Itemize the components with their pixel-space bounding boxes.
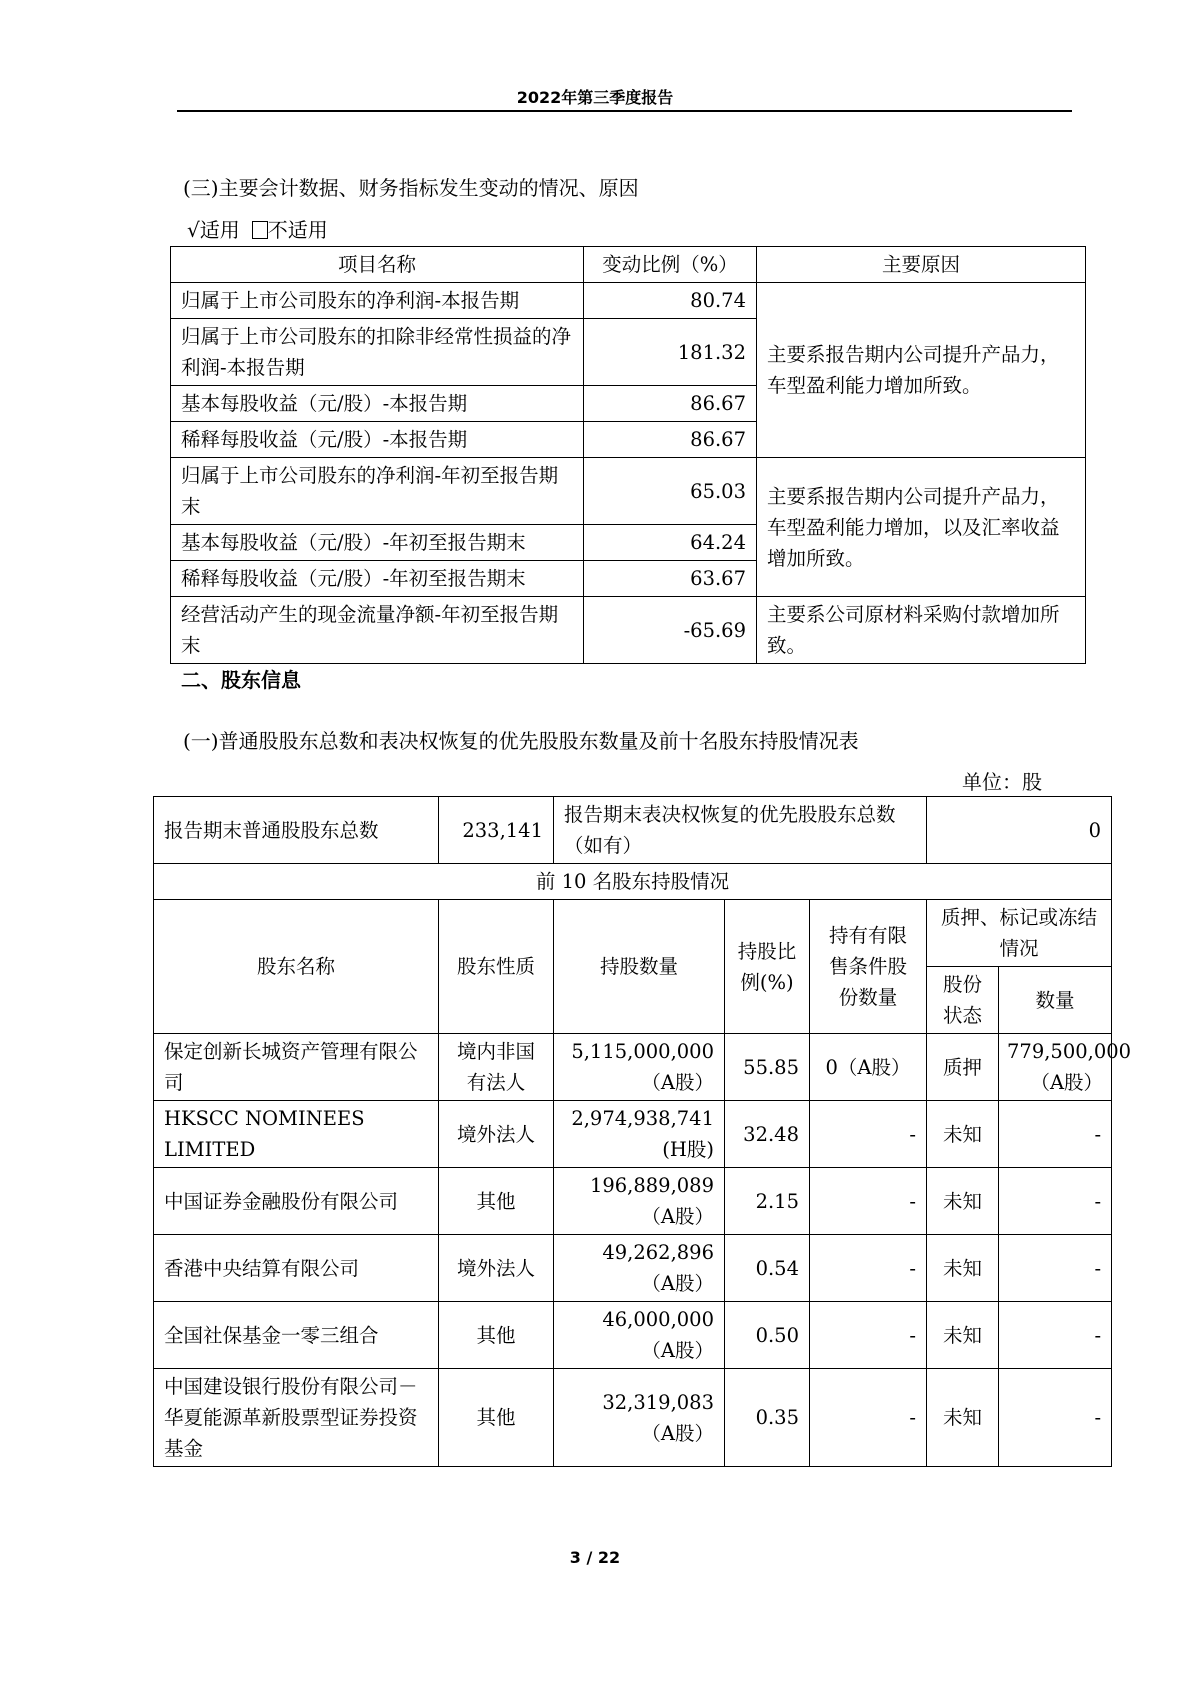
table-header-row bbox=[154, 900, 1112, 967]
table-row bbox=[154, 1168, 1112, 1235]
shares-held bbox=[554, 1101, 725, 1168]
change-ratio: 86.67 bbox=[584, 386, 757, 422]
holding-ratio: 55.85 bbox=[725, 1034, 810, 1101]
share-type: （A股） bbox=[641, 1272, 714, 1295]
share-type: （A股） bbox=[641, 1339, 714, 1362]
restricted-shares: 0（A股） bbox=[810, 1034, 927, 1101]
holding-ratio: 0.50 bbox=[725, 1302, 810, 1369]
shareholder-name: 保定创新长城资产管理有限公司 bbox=[154, 1034, 439, 1101]
shareholder-nature: 境外法人 bbox=[439, 1235, 554, 1302]
not-applicable-label: 不适用 bbox=[267, 218, 328, 242]
shareholder-name: 中国证券金融股份有限公司 bbox=[154, 1168, 439, 1235]
header-quantity: 数量 bbox=[999, 967, 1112, 1034]
restricted-shares: - bbox=[810, 1101, 927, 1168]
shares-number: 5,115,000,000 bbox=[571, 1040, 714, 1063]
header-main-reason: 主要原因 bbox=[757, 247, 1086, 283]
unit-label: 单位：股 bbox=[962, 770, 1042, 794]
top10-title: 前 10 名股东持股情况 bbox=[154, 864, 1112, 900]
shareholder-nature: 境内非国有法人 bbox=[439, 1034, 554, 1101]
change-ratio: 63.67 bbox=[584, 561, 757, 597]
header-shareholder-nature: 股东性质 bbox=[439, 900, 554, 1034]
shares-held bbox=[554, 1302, 725, 1369]
restricted-shares: - bbox=[810, 1369, 927, 1467]
shareholder-name: HKSCC NOMINEES LIMITED bbox=[154, 1101, 439, 1168]
shareholder-nature: 境外法人 bbox=[439, 1101, 554, 1168]
shareholders-subtitle: (一)普通股股东总数和表决权恢复的优先股股东数量及前十名股东持股情况表 bbox=[183, 729, 859, 753]
shares-number: 32,319,083 bbox=[602, 1390, 714, 1414]
table-row bbox=[171, 597, 1086, 664]
share-status: 未知 bbox=[927, 1302, 999, 1369]
main-reason: 主要系公司原材料采购付款增加所致。 bbox=[757, 597, 1086, 664]
restricted-shares: - bbox=[810, 1235, 927, 1302]
main-reason: 主要系报告期内公司提升产品力，车型盈利能力增加所致。 bbox=[757, 283, 1086, 458]
table-header-row bbox=[171, 247, 1086, 283]
total-holders-label: 报告期末普通股股东总数 bbox=[154, 797, 439, 864]
shareholder-name: 中国建设银行股份有限公司－华夏能源革新股票型证券投资基金 bbox=[154, 1369, 439, 1467]
shareholder-name: 香港中央结算有限公司 bbox=[154, 1235, 439, 1302]
table-row bbox=[171, 458, 1086, 525]
restricted-shares: - bbox=[810, 1168, 927, 1235]
shares-held bbox=[554, 1235, 725, 1302]
total-holders-value: 233,141 bbox=[439, 797, 554, 864]
share-status: 质押 bbox=[927, 1034, 999, 1101]
table-row bbox=[154, 1034, 1112, 1101]
restricted-shares: - bbox=[810, 1302, 927, 1369]
share-status: 未知 bbox=[927, 1101, 999, 1168]
main-reason: 主要系报告期内公司提升产品力，车型盈利能力增加，以及汇率收益增加所致。 bbox=[757, 458, 1086, 597]
header-pledge-info: 质押、标记或冻结情况 bbox=[927, 900, 1112, 967]
header-shares-held: 持股数量 bbox=[554, 900, 725, 1034]
page-header-title: 2022年第三季度报告 bbox=[516, 88, 674, 107]
applicability-line bbox=[187, 214, 328, 243]
item-name: 归属于上市公司股东的扣除非经常性损益的净利润-本报告期 bbox=[171, 319, 584, 386]
change-ratio: 86.67 bbox=[584, 422, 757, 458]
holding-ratio: 0.35 bbox=[725, 1369, 810, 1467]
header-rule bbox=[177, 110, 1072, 112]
pledged-quantity: - bbox=[999, 1168, 1112, 1235]
table-row bbox=[154, 1369, 1112, 1467]
change-reasons-table bbox=[170, 246, 1086, 664]
change-ratio: 64.24 bbox=[584, 525, 757, 561]
applicable-check: √适用 bbox=[187, 218, 240, 242]
share-status: 未知 bbox=[927, 1235, 999, 1302]
header-item-name: 项目名称 bbox=[171, 247, 584, 283]
share-type: (H股) bbox=[662, 1138, 714, 1161]
item-name: 基本每股收益（元/股）-年初至报告期末 bbox=[171, 525, 584, 561]
shareholders-table bbox=[153, 796, 1132, 1467]
shares-number: 49,262,896 bbox=[602, 1241, 714, 1264]
shareholder-nature: 其他 bbox=[439, 1168, 554, 1235]
pledged-quantity: - bbox=[999, 1302, 1112, 1369]
item-name: 经营活动产生的现金流量净额-年初至报告期末 bbox=[171, 597, 584, 664]
preferred-holders-label: 报告期末表决权恢复的优先股股东总数（如有） bbox=[554, 797, 927, 864]
shareholder-name: 全国社保基金一零三组合 bbox=[154, 1302, 439, 1369]
page-number: 3 / 22 bbox=[569, 1548, 621, 1567]
item-name: 归属于上市公司股东的净利润-本报告期 bbox=[171, 283, 584, 319]
pledged-quantity: - bbox=[999, 1235, 1112, 1302]
share-status: 未知 bbox=[927, 1369, 999, 1467]
table-row bbox=[154, 1235, 1112, 1302]
holding-ratio: 0.54 bbox=[725, 1235, 810, 1302]
share-type: （A股） bbox=[641, 1421, 714, 1445]
share-type: （A股） bbox=[641, 1071, 714, 1094]
shares-held bbox=[554, 1369, 725, 1467]
change-ratio: 80.74 bbox=[584, 283, 757, 319]
pledged-quantity: - bbox=[999, 1101, 1112, 1168]
top10-title-row bbox=[154, 864, 1112, 900]
pledged-quantity: 779,500,000（A股） bbox=[999, 1034, 1112, 1101]
shares-held bbox=[554, 1034, 725, 1101]
shareholder-nature: 其他 bbox=[439, 1369, 554, 1467]
shareholders-heading: 二、股东信息 bbox=[181, 668, 301, 692]
shares-number: 196,889,089 bbox=[589, 1174, 714, 1197]
shares-number: 46,000,000 bbox=[602, 1308, 714, 1331]
table-row bbox=[154, 1302, 1112, 1369]
section3-title: (三)主要会计数据、财务指标发生变动的情况、原因 bbox=[183, 176, 639, 200]
share-status: 未知 bbox=[927, 1168, 999, 1235]
shares-held bbox=[554, 1168, 725, 1235]
share-type: （A股） bbox=[641, 1205, 714, 1228]
shares-number: 2,974,938,741 bbox=[571, 1107, 714, 1130]
preferred-holders-value: 0 bbox=[927, 797, 1112, 864]
change-ratio: -65.69 bbox=[584, 597, 757, 664]
item-name: 稀释每股收益（元/股）-本报告期 bbox=[171, 422, 584, 458]
change-ratio: 181.32 bbox=[584, 319, 757, 386]
table-row bbox=[171, 283, 1086, 319]
shareholder-nature: 其他 bbox=[439, 1302, 554, 1369]
holding-ratio: 2.15 bbox=[725, 1168, 810, 1235]
item-name: 稀释每股收益（元/股）-年初至报告期末 bbox=[171, 561, 584, 597]
table-row bbox=[154, 1101, 1112, 1168]
header-restricted-shares: 持有有限售条件股份数量 bbox=[810, 900, 927, 1034]
totals-row bbox=[154, 797, 1112, 864]
header-shareholder-name: 股东名称 bbox=[154, 900, 439, 1034]
item-name: 基本每股收益（元/股）-本报告期 bbox=[171, 386, 584, 422]
header-change-ratio: 变动比例（%） bbox=[584, 247, 757, 283]
pledged-quantity: - bbox=[999, 1369, 1112, 1467]
checkbox-icon bbox=[252, 221, 268, 239]
header-holding-ratio: 持股比例(%) bbox=[725, 900, 810, 1034]
holding-ratio: 32.48 bbox=[725, 1101, 810, 1168]
item-name: 归属于上市公司股东的净利润-年初至报告期末 bbox=[171, 458, 584, 525]
change-ratio: 65.03 bbox=[584, 458, 757, 525]
header-share-status: 股份状态 bbox=[927, 967, 999, 1034]
